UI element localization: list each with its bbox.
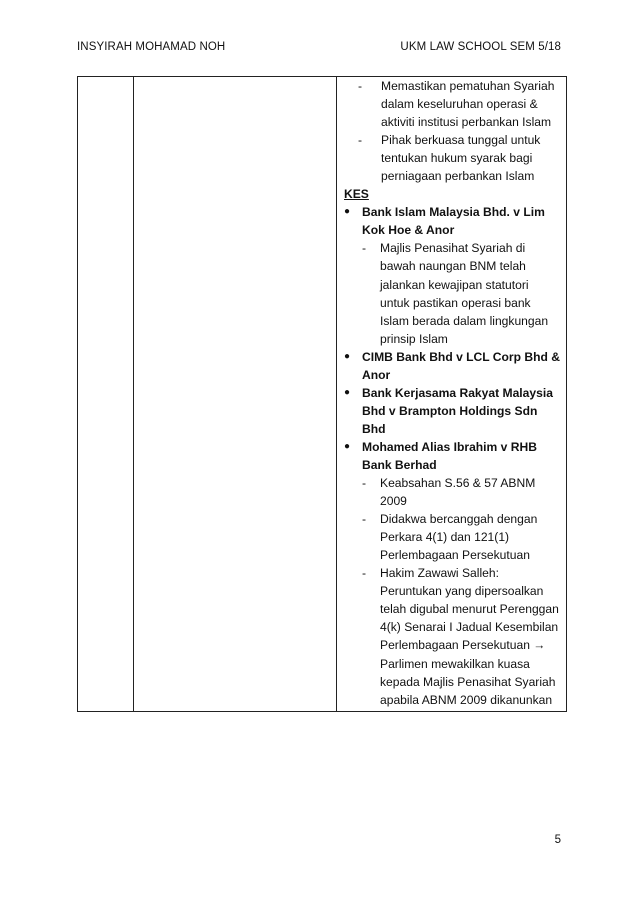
kes-heading: KES bbox=[344, 187, 369, 202]
page-number: 5 bbox=[554, 834, 561, 846]
notes-table bbox=[77, 76, 567, 712]
top-point-1: Memastikan pematuhan Syariah dalam keseluruhan operasi & aktiviti institusi perbankan Islam bbox=[381, 79, 555, 130]
table-row bbox=[78, 77, 567, 712]
case-item bbox=[344, 438, 560, 474]
case-title-3: Bank Kerjasama Rakyat Malaysia Bhd v Brampton Holdings Sdn Bhd bbox=[362, 385, 553, 436]
bullet-icon: ● bbox=[344, 206, 351, 218]
cell-content bbox=[337, 77, 566, 709]
list-item bbox=[362, 239, 560, 347]
case-title-1: Bank Islam Malaysia Bhd. v Lim Kok Hoe & Anor bbox=[362, 205, 545, 238]
case-points-1 bbox=[344, 239, 560, 347]
bullet-icon: ● bbox=[344, 386, 351, 398]
case-4-point-3: Hakim Zawawi Salleh: Peruntukan yang dipersoalkan telah digubal menurut Perenggan 4(k) Senarai I Jadual Kesembilan Perlembagaan Persekutuan → Parlimen mewakilkan kuasa kepada Majlis Penasihat Syariah apabila ABNM 2009 dikanunkan bbox=[380, 566, 559, 707]
case-title-4: Mohamed Alias Ibrahim v RHB Bank Berhad bbox=[362, 439, 537, 472]
case-4-point-2: Didakwa bercanggah dengan Perkara 4(1) dan 121(1) Perlembagaan Persekutuan bbox=[380, 512, 538, 563]
case-4-point-1: Keabsahan S.56 & 57 ABNM 2009 bbox=[380, 476, 536, 509]
list-item bbox=[362, 564, 560, 708]
list-item bbox=[362, 510, 560, 564]
header-author: INSYIRAH MOHAMAD NOH bbox=[77, 41, 226, 53]
case-title-2: CIMB Bank Bhd v LCL Corp Bhd & Anor bbox=[362, 349, 560, 382]
case-item bbox=[344, 203, 560, 239]
dash-marker: - bbox=[358, 79, 363, 93]
dash-marker: - bbox=[358, 133, 363, 148]
list-item bbox=[358, 77, 560, 131]
list-item bbox=[362, 474, 560, 510]
bullet-icon: ● bbox=[344, 440, 351, 452]
table-cell-1 bbox=[78, 77, 134, 712]
case-item bbox=[344, 384, 560, 438]
dash-marker: - bbox=[362, 566, 367, 581]
case-points-4 bbox=[344, 474, 560, 709]
dash-marker: - bbox=[362, 241, 367, 256]
case-1-point-1: Majlis Penasihat Syariah di bawah naungan BNM telah jalankan kewajipan statutori untuk pastikan operasi bank Islam berada dalam lingkungan prinsip Islam bbox=[380, 241, 549, 346]
table-cell-2 bbox=[134, 77, 337, 712]
table-cell-3 bbox=[337, 77, 567, 712]
bullet-icon: ● bbox=[344, 350, 351, 362]
top-point-2: Pihak berkuasa tunggal untuk tentukan hukum syarak bagi perniagaan perbankan Islam bbox=[381, 133, 541, 184]
dash-marker: - bbox=[362, 476, 367, 491]
header-course: UKM LAW SCHOOL SEM 5/18 bbox=[400, 41, 561, 53]
case-item bbox=[344, 348, 560, 384]
list-item bbox=[358, 131, 560, 185]
dash-marker: - bbox=[362, 512, 367, 527]
